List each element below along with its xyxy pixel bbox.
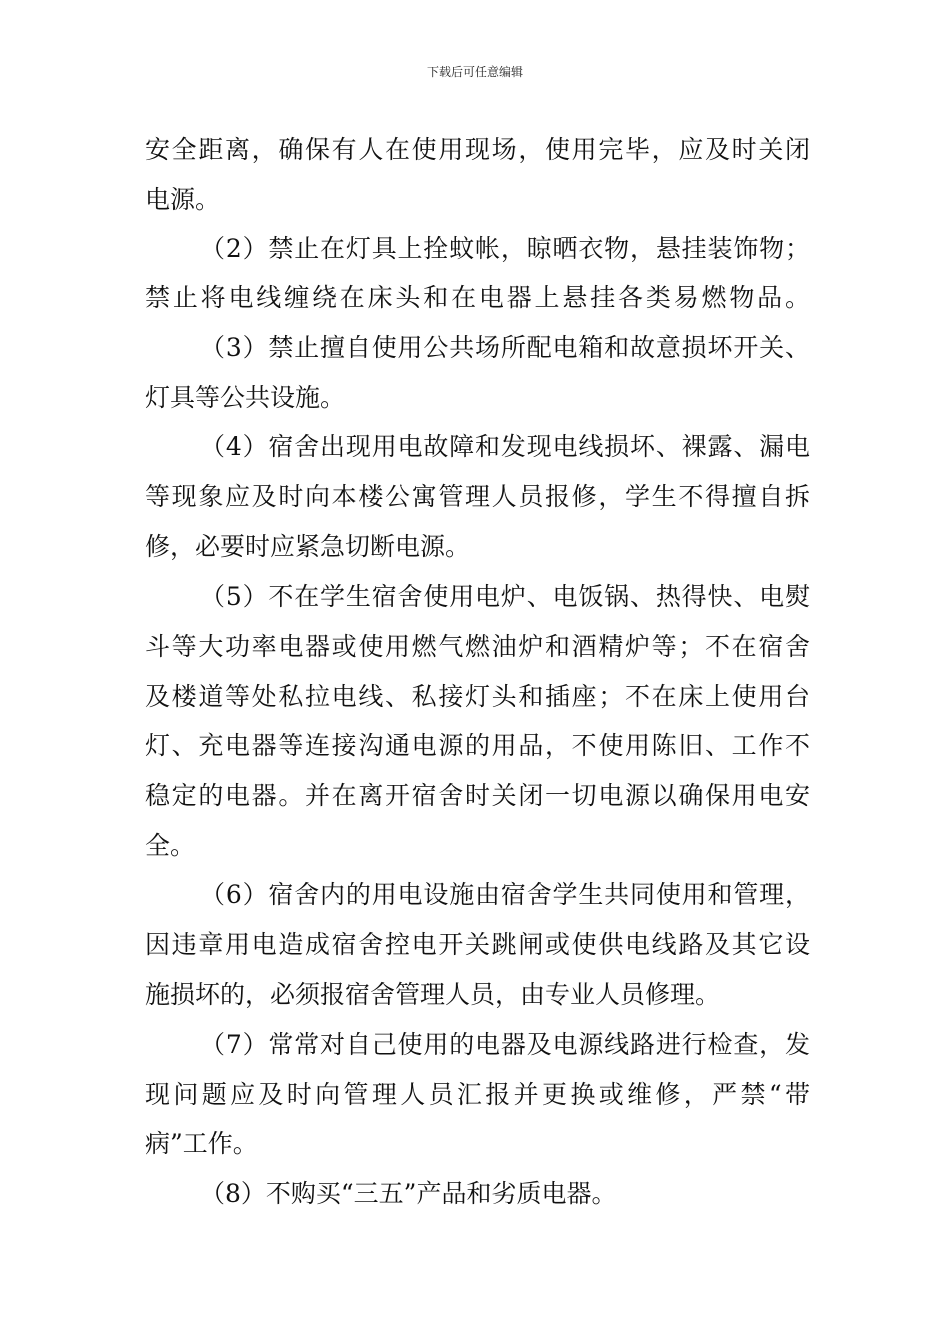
page-header: 下载后可任意编辑: [426, 65, 523, 79]
text-line: 灯、充电器等连接沟通电源的用品，不使用陈旧、工作不: [145, 731, 810, 760]
text-line: 因违章用电造成宿舍控电开关跳闸或使供电线路及其它设: [145, 930, 810, 959]
text-line: 病”工作。: [145, 1129, 258, 1158]
text-line: （4）宿舍出现用电故障和发现电线损坏、裸露、漏电: [200, 432, 810, 461]
text-line: 现问题应及时向管理人员汇报并更换或维修，严禁“带: [145, 1080, 810, 1109]
text-line: 禁止将电线缠绕在床头和在电器上悬挂各类易燃物品。: [145, 283, 810, 312]
text-line: 灯具等公共设施。: [145, 383, 346, 412]
text-line: 安全距离，确保有人在使用现场，使用完毕，应及时关闭: [145, 135, 810, 164]
text-line: 及楼道等处私拉电线、私接灯头和插座；不在床上使用台: [145, 682, 810, 711]
text-line: （7）常常对自己使用的电器及电源线路进行检查，发: [200, 1030, 810, 1059]
text-line: 等现象应及时向本楼公寓管理人员报修，学生不得擅自拆: [145, 482, 810, 511]
text-line: 修，必要时应紧急切断电源。: [145, 532, 471, 561]
text-line: （3）禁止擅自使用公共场所配电箱和故意损坏开关、: [200, 333, 810, 362]
text-line: （8）不购买“三五”产品和劣质电器。: [200, 1179, 617, 1208]
text-line: 施损坏的，必须报宿舍管理人员，由专业人员修理。: [145, 980, 721, 1009]
text-line: 电源。: [145, 185, 221, 214]
text-line: （2）禁止在灯具上拴蚊帐，晾晒衣物，悬挂装饰物；: [200, 234, 810, 263]
text-line: （5）不在学生宿舍使用电炉、电饭锅、热得快、电熨: [200, 582, 810, 611]
text-line: 稳定的电器。并在离开宿舍时关闭一切电源以确保用电安: [145, 781, 810, 810]
text-line: （6）宿舍内的用电设施由宿舍学生共同使用和管理，: [200, 880, 810, 909]
text-line: 斗等大功率电器或使用燃气燃油炉和酒精炉等；不在宿舍: [145, 632, 810, 661]
text-line: 全。: [145, 831, 196, 860]
